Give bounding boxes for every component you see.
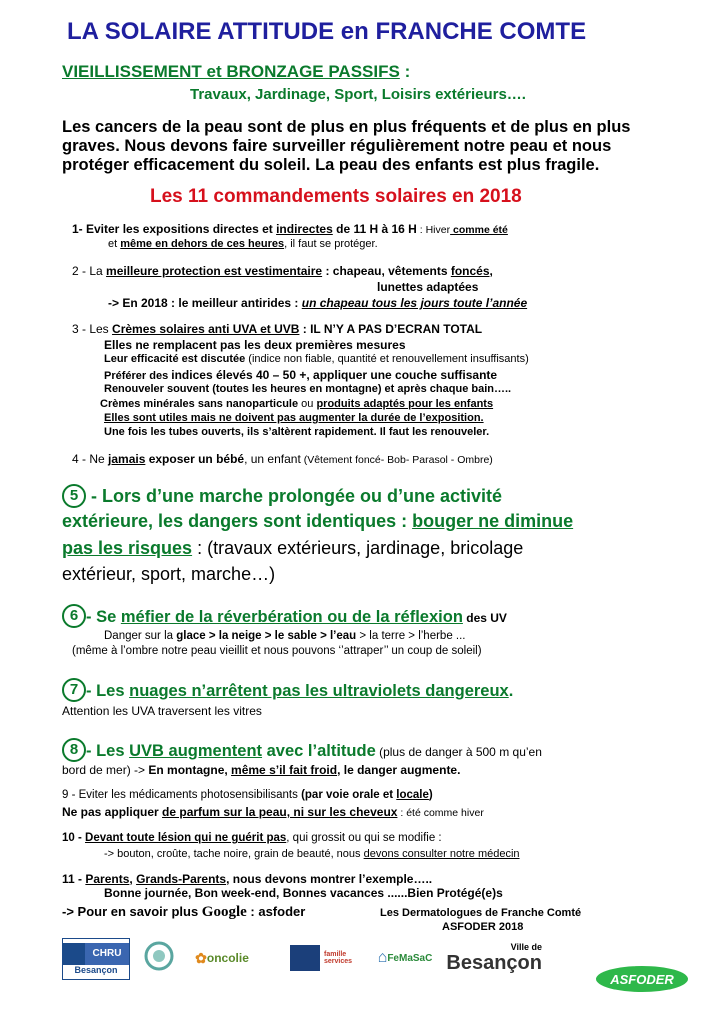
rule-1-winter: : Hiver — [416, 224, 451, 236]
rule-6-uv: des UV — [462, 611, 507, 625]
rule-1-hours: de 11 H à 16 H — [332, 222, 417, 236]
besancon-logo — [446, 938, 542, 978]
rule-1-and: et — [108, 238, 121, 250]
rule-9-local: locale — [396, 789, 429, 801]
chru-city: Besançon — [74, 965, 118, 975]
subtitle-colon: : — [399, 62, 411, 81]
rule-3-line-6 — [100, 398, 493, 410]
rule-1-summer: comme été — [450, 224, 508, 236]
rule-8-line-1 — [62, 738, 542, 762]
rule-5-line-3 — [62, 538, 523, 559]
rule-7-clouds: nuages n’arrêtent pas les ultraviolets dangereux — [129, 682, 509, 700]
intro-line: Les cancers de la peau sont de plus en plus fréquents et de plus en plus — [62, 118, 631, 136]
rule-10-line-2 — [104, 848, 520, 860]
rule-8-altitude: avec l’altitude — [262, 742, 376, 760]
rule-1-text: 1- Eviter les expositions directes et — [72, 222, 277, 236]
rule-8-danger: (plus de danger à 500 m qu’en — [375, 745, 542, 759]
houses-icon: ⌂ — [377, 949, 388, 966]
network-logo — [134, 938, 184, 978]
rule-4-text: 4 - Ne — [72, 452, 109, 466]
circled-five-icon: 5 — [62, 484, 86, 508]
rule-2-best: meilleure protection est vestimentaire — [106, 264, 323, 278]
rule-3-creams: Crèmes solaires anti UVA et UVB — [112, 322, 300, 336]
more-text: -> Pour en savoir plus — [62, 904, 202, 919]
rule-9-paren: ) — [428, 789, 433, 801]
rule-10-line-1 — [62, 832, 442, 844]
rule-7-text: - Les — [86, 682, 130, 700]
rule-3-mineral: Crèmes minérales sans nanoparticule — [100, 398, 299, 410]
rule-6-line-2 — [104, 630, 466, 642]
rule-6-line-1 — [62, 604, 507, 628]
rule-8-increase: , le danger augmente. — [337, 763, 461, 777]
asfoder-logo: ASFODER — [596, 966, 688, 992]
rule-3-line-3 — [104, 353, 529, 365]
rule-3-line-5: Renouveler souvent (toutes les heures en montagne) et après chaque bain….. — [104, 383, 512, 395]
rule-3-reasons: (indice non fiable, quantité et renouvellement insuffisants) — [245, 353, 529, 365]
rule-11-grandparents: Grands-Parents — [136, 872, 227, 886]
rule-3-no-total: : IL N’Y A PAS D’ECRAN TOTAL — [299, 322, 483, 336]
rule-3-line-8: Une fois les tubes ouverts, ils s’altèrent rapidement. Il faut les renouveler. — [104, 426, 490, 438]
google-label: Google — [201, 904, 247, 920]
besancon-label: Besançon — [446, 951, 542, 974]
activities-line: Travaux, Jardinage, Sport, Loisirs extérieurs…. — [190, 86, 526, 103]
rule-2-antiwrinkle: -> En 2018 : le meilleur antirides : — [108, 296, 302, 310]
rule-2-comma: , — [489, 264, 493, 278]
asfoder-2018: ASFODER 2018 — [442, 921, 524, 933]
oncolie-flower-icon: ✿ — [195, 949, 207, 966]
rule-10-lesion: Devant toute lésion qui ne guérit pas — [85, 832, 287, 844]
rule-4-baby: exposer un bébé — [145, 452, 245, 466]
intro-line: protéger efficacement du soleil. La peau des enfants est plus fragile. — [62, 156, 600, 174]
rule-6-others: > la terre > l’herbe ... — [356, 630, 466, 642]
chru-label: CHRU — [85, 943, 129, 965]
rule-5-list: : (travaux extérieurs, jardinage, bricolage — [192, 538, 524, 558]
rule-9-season: : été comme hiver — [397, 807, 484, 819]
rule-2-text: 2 - La — [72, 264, 107, 278]
rule-2-line-1 — [72, 264, 493, 278]
rule-9-text: 9 - Eviter les médicaments photosensibilisants — [62, 789, 302, 801]
rule-3-high: indices élevés — [171, 368, 253, 382]
subtitle — [62, 62, 410, 82]
rule-11-example: , nous devons montrer l’exemple….. — [226, 872, 433, 886]
rule-9-line-2 — [62, 805, 484, 819]
rule-5-line-4: extérieur, sport, marche…) — [62, 564, 276, 584]
rule-2-hat: un chapeau tous les jours toute l’année — [301, 296, 528, 310]
chru-logo — [62, 938, 130, 980]
rule-7-line-2: Attention les UVA traversent les vitres — [62, 704, 262, 718]
famille-logo — [290, 938, 362, 978]
intro-line: graves. Nous devons faire surveiller régulièrement notre peau et nous — [62, 137, 612, 155]
rule-5-risks: pas les risques — [62, 538, 193, 558]
rule-3-line-7: Elles sont utiles mais ne doivent pas augmenter la durée de l’exposition. — [104, 412, 484, 424]
rule-3-line-4 — [104, 368, 497, 382]
famille-label: famille services — [324, 951, 353, 965]
rule-1-line-2 — [108, 238, 378, 250]
rule-7-dot: . — [508, 682, 514, 700]
rule-10-text: 10 - — [62, 832, 86, 844]
rule-2-line-3 — [108, 296, 527, 310]
dermatologists: Les Dermatologues de Franche Comté — [380, 907, 582, 919]
rule-3-text: 3 - Les — [72, 322, 113, 336]
intro-paragraph — [62, 118, 630, 175]
rule-4-child: , un enfant — [244, 452, 301, 466]
rule-3-efficacy: Leur efficacité est discutée — [104, 353, 246, 365]
rule-3-line-1 — [72, 322, 482, 336]
rule-2-items: : chapeau, vêtements — [322, 264, 451, 278]
rule-10-signs: -> bouton, croûte, tache noire, grain de beauté, nous — [104, 848, 364, 860]
page-title: LA SOLAIRE ATTITUDE en FRANCHE COMTE — [67, 18, 587, 45]
rule-1-line-1 — [72, 222, 508, 236]
rule-1-protect: , il faut se protéger. — [284, 238, 378, 250]
oncolie-logo — [190, 938, 254, 978]
rule-8-cold: même s’il fait froid — [231, 763, 338, 777]
rule-7-line-1 — [62, 678, 513, 702]
femasac-label: FeMaSaC — [387, 952, 433, 964]
rule-2-glasses: lunettes adaptées — [377, 280, 479, 294]
famille-icon — [290, 945, 320, 971]
rule-11-line-1 — [62, 872, 432, 886]
circled-eight-icon: 8 — [62, 738, 86, 762]
rule-10-grows: , qui grossit ou qui se modifie : — [286, 832, 442, 844]
rule-6-danger: Danger sur la — [104, 630, 177, 642]
rule-5-text: - Lors d’une marche prolongée ou d’une activité — [86, 486, 503, 506]
rule-2-dark: foncés — [450, 264, 490, 278]
rule-5-line-1 — [62, 484, 502, 508]
oncolie-label: oncolie — [206, 951, 249, 965]
rule-4-line — [72, 452, 493, 466]
rule-11-parents: Parents — [85, 872, 130, 886]
rule-9-perfume: de parfum sur la peau, ni sur les cheveux — [162, 805, 398, 819]
network-icon — [135, 938, 183, 978]
rule-3-apply: 40 – 50 +, appliquer une couche suffisante — [252, 368, 498, 382]
femasac-logo — [372, 938, 438, 978]
rule-6-reflection: méfier de la réverbération ou de la réflexion — [120, 608, 463, 626]
more-info — [62, 904, 305, 921]
rule-9-line-1 — [62, 789, 433, 801]
rule-9-dont: Ne pas appliquer — [62, 805, 163, 819]
rule-11-line-2: Bonne journée, Bon week-end, Bonnes vacances ......Bien Protégé(e)s — [104, 886, 503, 900]
rule-10-doctor: devons consulter notre médecin — [363, 848, 520, 860]
rule-3-kids: produits adaptés pour les enfants — [316, 398, 494, 410]
rule-8-line-2 — [62, 763, 460, 777]
rule-6-surfaces: glace > la neige > le sable > l’eau — [176, 630, 357, 642]
subtitle-text: VIEILLISSEMENT et BRONZAGE PASSIFS — [62, 62, 400, 81]
rule-1-indirect: indirectes — [276, 222, 333, 236]
ville-label: Ville de — [510, 941, 542, 952]
rule-11-comma: , — [129, 872, 137, 886]
rule-8-text: - Les — [86, 742, 130, 760]
rule-5-line-2 — [62, 511, 573, 532]
rule-4-never: jamais — [108, 452, 146, 466]
rule-1-even: même en dehors de ces heures — [120, 238, 285, 250]
rule-3-line-2: Elles ne remplacent pas les deux premières mesures — [104, 338, 406, 352]
rule-6-line-3: (même à l’ombre notre peau vieillit et nous pouvons ‘’attraper’’ un coup de soleil) — [72, 645, 482, 657]
commandments-heading: Les 11 commandements solaires en 2018 — [150, 186, 522, 207]
rule-5-moving: bouger ne diminue — [412, 511, 574, 531]
rule-8-uvb: UVB augmentent — [129, 742, 263, 760]
rule-8-sea: bord de mer) -> — [62, 763, 149, 777]
rule-5-dangers: extérieure, les dangers sont identiques : — [62, 511, 413, 531]
circled-six-icon: 6 — [62, 604, 86, 628]
rule-9-oral: (par voie orale et — [301, 789, 397, 801]
rule-11-text: 11 - — [62, 872, 86, 886]
asfoder-keyword: : asfoder — [246, 904, 306, 919]
rule-4-advice: (Vêtement foncé- Bob- Parasol - Ombre) — [300, 454, 493, 466]
rule-8-mountain: En montagne, — [148, 763, 232, 777]
rule-6-text: - Se — [86, 608, 121, 626]
circled-seven-icon: 7 — [62, 678, 86, 702]
rule-3-prefer: Préférer des — [104, 370, 172, 382]
rule-3-or: ou — [298, 398, 317, 410]
